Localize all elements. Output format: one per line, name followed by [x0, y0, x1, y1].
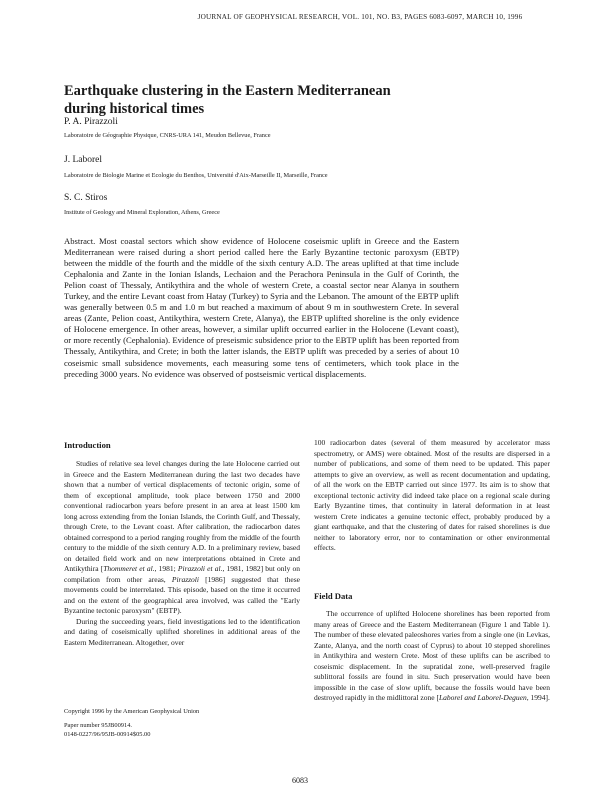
field-data-text [314, 609, 550, 704]
left-column [64, 459, 300, 648]
citation: Thommeret et al. [103, 564, 155, 573]
title-line-1: Earthquake clustering in the Eastern Mediterranean [64, 83, 391, 99]
abstract [64, 236, 459, 380]
author-name: S. C. Stiros [64, 193, 108, 203]
citation: Pirazzoli et al. [177, 564, 223, 573]
author-affiliation: Laboratoire de Biologie Marine et Ecologie du Benthos, Université d'Aix-Marseille II, Marseille, France [64, 172, 328, 179]
citation: Laborel and Laborel-Deguen [438, 693, 527, 702]
journal-header: JOURNAL OF GEOPHYSICAL RESEARCH, VOL. 101, NO. B3, PAGES 6083-6097, MARCH 10, 1996 [197, 13, 523, 21]
title-line-2: during historical times [64, 101, 205, 117]
citation: Pirazzoli [171, 574, 199, 584]
abstract-text: Most coastal sectors which show evidence of Holocene coseismic uplift in Greece and the Eastern Mediterranean were raised during a short period called here the Early Byzantine tectonic paroxysm (EBTP) between the middle of the fourth and the middle of the sixth century A.D. The areas uplifted at that time include Cephalonia and Zante in the Ionian Islands, Lechaion and the Perachora Peninsula in the Gulf of Corinth, the Pelion coast of Thessaly, Antikythira and the whole of western Crete, a coastal sector near Alanya in southern Turkey, and the entire Levant coast from Hatay (Turkey) to Syria and the Lebanon. The amount of the EBTP uplift was generally between 0.5 m and 1.0 m but reached a maximum of about 9 m in southwestern Crete. In several areas (Zante, Pelion coast, Antikythira, western Crete, Alanya), the EBTP uplifted shoreline is the only evidence of Holocene emergence. In other areas, however, a similar uplift occurred earlier in the Holocene (Levant coast), or more recently (Cephalonia). Evidence of preseismic subsidence prior to the EBTP uplift has been reported from Thessaly, Antikythira, and Crete; in both the latter islands, the EBTP uplift was preceded by a series of about 10 coseismic small subsidence movements, each measuring some tens of centimeters, which took place in the preceding 3000 years. No evidence was observed of postseismic vertical displacements. [64, 236, 459, 379]
field-data-heading: Field Data [314, 591, 353, 601]
copyright-line: Copyright 1996 by the American Geophysical Union [64, 708, 200, 715]
intro-paragraph-2: During the succeeding years, field investigations led to the identification and dating of coseismically uplifted shorelines in additional areas of the Eastern Mediterranean. Altogether, over [64, 616, 300, 647]
issn-line: 0148-0227/96/95JB-00914$05.00 [64, 731, 151, 738]
intro-paragraph-3: 100 radiocarbon dates (several of them measured by accelerator mass spectrometry, or AMS) were obtained. Most of the results are dispersed in a number of publications, and some of them need to be updated. This paper attempts to give an overview, as well as recent documentation and updating, of all the work on the EBTP carried out since 1977. Its aim is to show that exceptional tectonic activity did indeed take place on a regional scale during Early Byzantine times, that continuity in lateral deformation in at least western Crete indicates a genuine tectonic effect, probably produced by a giant earthquake, and that the clustering of dates for raised shorelines is due neither to laboratory error, nor to contamination or other environmental effects. [314, 438, 550, 552]
author-affiliation: Institute of Geology and Mineral Exploration, Athens, Greece [64, 209, 220, 216]
copyright-block [64, 707, 300, 739]
intro-paragraph-1: Studies of relative sea level changes during the late Holocene carried out in Greece and the Eastern Mediterranean during the last two decades have shown that a number of vertical displacements of tectonic origin, some of them of exceptional amplitude, took place between 1750 and 2000 conventional radiocarbon years before present in an area at least 1500 km long across extending from the Ionian Islands, the Corinth Gulf, and Thessaly, through Crete, to the Levant coast. After calibration, the radiocarbon dates obtained correspond to a period ranging roughly from the middle of the fourth century to the middle of the sixth century A.D. In a preliminary review, based on detailed field work and on new interpretations obtained in Crete and Antikythira [Thommeret et al., 1981; Pirazzoli et al., 1981, 1982] but only on compilation from other areas, Pirazzoli [1986] suggested that these movements could be interrelated. This episode, based on the time it occurred and on the extent of the geographical area involved, was called the "Early Byzantine tectonic paroxysm" (EBTP). [64, 459, 301, 615]
page-number: 6083 [292, 776, 308, 785]
author-name: J. Laborel [64, 155, 102, 165]
paper-title [64, 82, 484, 118]
author-name: P. A. Pirazzoli [64, 117, 118, 127]
field-paragraph-1: The occurrence of uplifted Holocene shorelines has been reported from many areas of Greece and the Eastern Mediterranean (Figure 1 and Table 1). The number of these elevated paleoshores varies from a single one (in Levkas, Zante, Alanya, and the north coast of Cyprus) to about 10 stepped shorelines in Antikythira and western Crete. Most of these uplifts can be ascribed to coseismic displacement. In the supratidal zone, well-preserved fragile sublittoral fossils are found in situ. Such preservation would have been impossible in the case of slow uplift, because the fossils would have been destroyed rapidly in the midlittoral zone [Laborel and Laborel-Deguen, 1994]. [314, 609, 550, 702]
introduction-heading: Introduction [64, 440, 111, 450]
right-column [314, 438, 550, 554]
paper-number: Paper number 95JB00914. [64, 722, 132, 729]
abstract-label: Abstract. [64, 236, 96, 246]
author-affiliation: Laboratoire de Géographie Physique, CNRS-URA 141, Meudon Bellevue, France [64, 132, 271, 139]
